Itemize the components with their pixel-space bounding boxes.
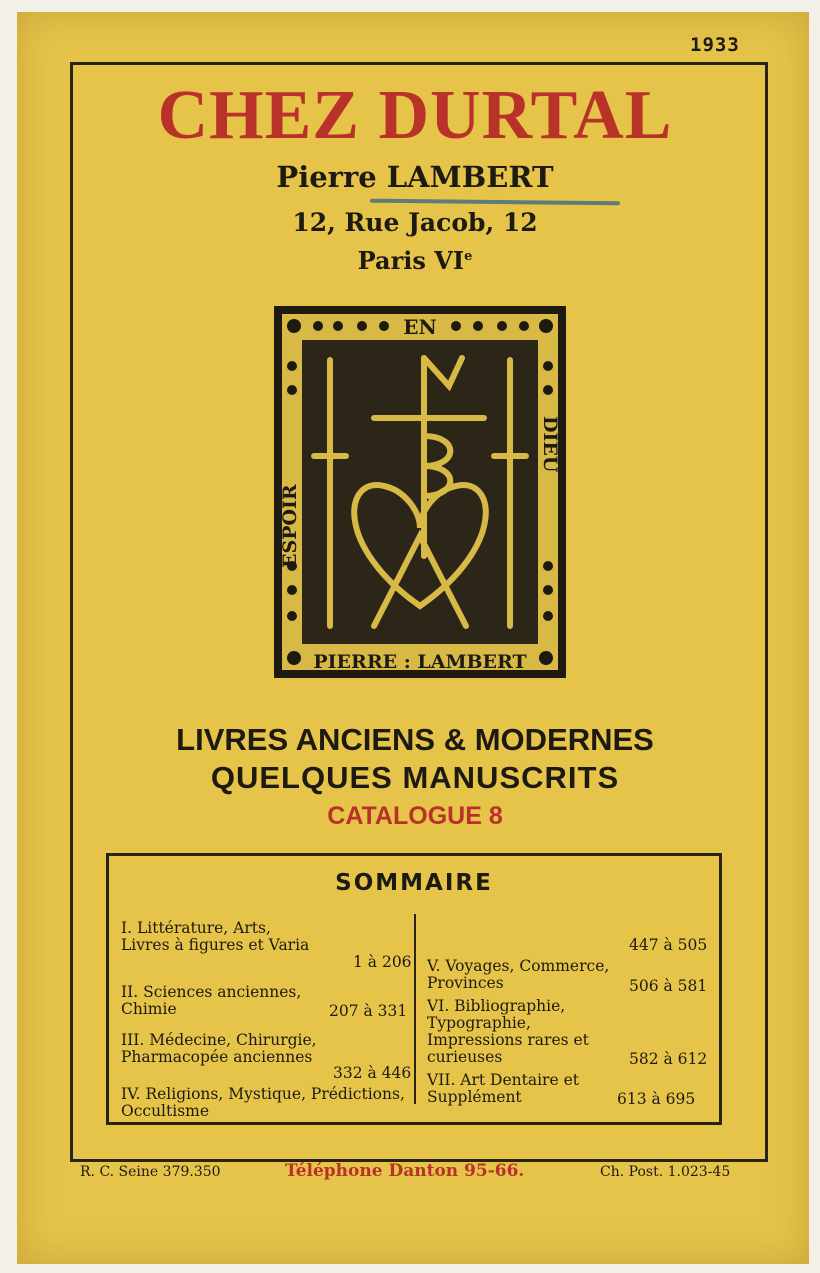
- owner-name: Pierre LAMBERT: [276, 160, 554, 194]
- emblem-right-text: DIEU: [539, 416, 561, 473]
- city: [60, 246, 770, 275]
- toc-range: 207 à 331: [329, 1002, 408, 1020]
- toc-entry: VII. Art Dentaire et Supplément: [427, 1071, 579, 1106]
- toc-entry: V. Voyages, Commerce, Provinces: [427, 957, 610, 992]
- toc-range: 506 à 581: [629, 977, 708, 995]
- toc-range: 613 à 695: [617, 1090, 696, 1108]
- address: 12, Rue Jacob, 12: [292, 208, 538, 237]
- toc-entry: VI. Bibliographie, Typographie, Impressions rares et curieuses: [427, 997, 589, 1066]
- emblem-bottom-text: PIERRE : LAMBERT: [313, 651, 527, 673]
- toc-entry: III. Médecine, Chirurgie, Pharmacopée anciennes: [121, 1031, 317, 1066]
- sommaire-divider: [414, 914, 416, 1104]
- toc-entry: I. Littérature, Arts, Livres à figures et Varia: [121, 919, 310, 954]
- emblem-left-text: ESPOIR: [279, 484, 301, 568]
- footer-telephone: Téléphone Danton 95-66.: [285, 1161, 525, 1181]
- toc-entry: II. Sciences anciennes, Chimie: [121, 983, 302, 1018]
- toc-entry: IV. Religions, Mystique, Prédictions, Occultisme: [121, 1085, 405, 1120]
- year: 1933: [690, 34, 740, 56]
- city-text: Paris VI: [357, 246, 465, 275]
- headline-line-2: QUELQUES MANUSCRITS: [210, 760, 620, 795]
- sommaire-box: [106, 853, 722, 1125]
- emblem-top-text: EN: [403, 315, 437, 339]
- toc-range: 447 à 505: [629, 936, 708, 954]
- toc-range: 582 à 612: [629, 1050, 708, 1068]
- catalogue-number: CATALOGUE 8: [327, 802, 503, 830]
- headline-line-1: LIVRES ANCIENS & MODERNES: [176, 722, 654, 757]
- footer-postal-account: Ch. Post. 1.023-45: [600, 1164, 731, 1180]
- toc-range: 332 à 446: [333, 1064, 412, 1082]
- sommaire-title: SOMMAIRE: [335, 870, 493, 896]
- shop-name: CHEZ DURTAL: [157, 77, 673, 154]
- city-superscript: e: [464, 249, 473, 264]
- printer-mark-emblem: [274, 306, 566, 678]
- footer-registration: R. C. Seine 379.350: [80, 1164, 221, 1180]
- toc-range: 1 à 206: [353, 953, 412, 971]
